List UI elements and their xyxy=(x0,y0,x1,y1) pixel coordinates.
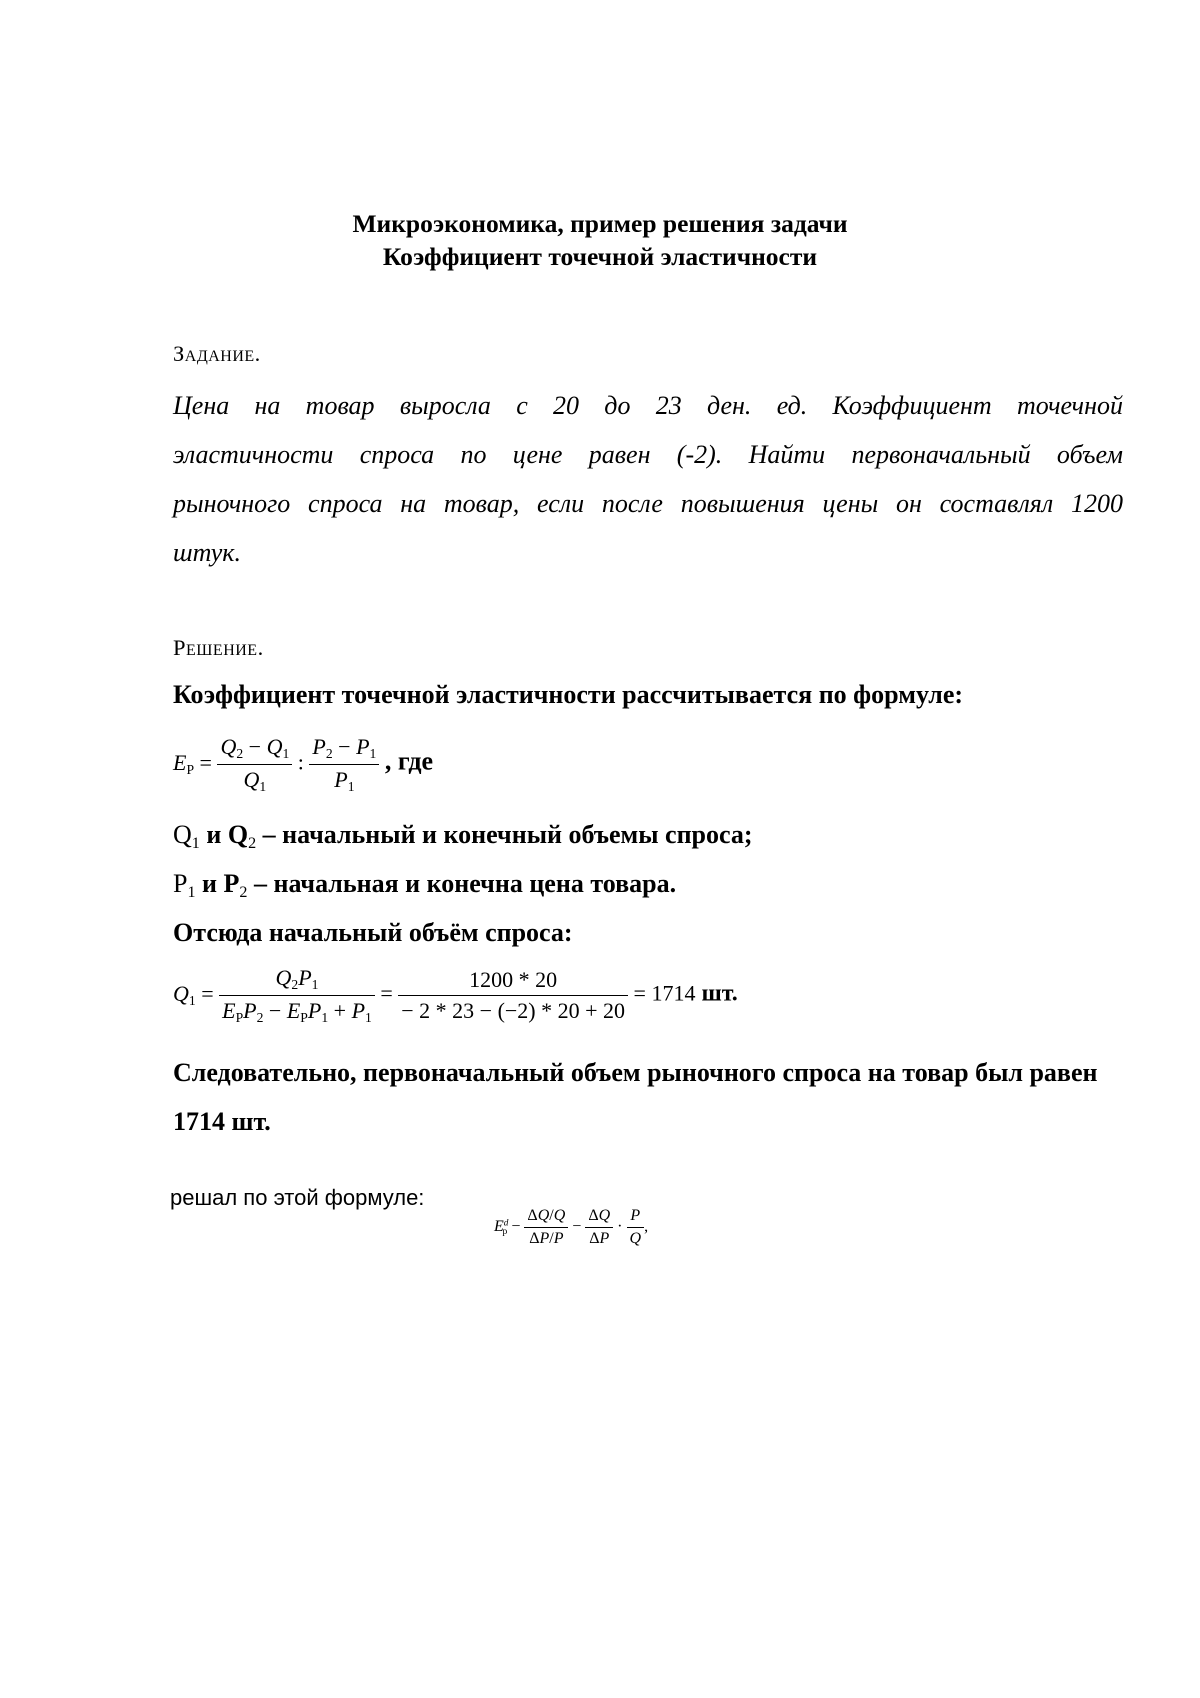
formula-q-fraction: $\frac{Q_2 - Q_1}{Q_1}$ xyxy=(217,734,292,795)
solution-heading xyxy=(173,635,264,661)
solution-intro: Коэффициент точечной эластичности рассчитывается по формуле: xyxy=(173,680,964,709)
formula-numeric-fraction: $\frac{1200 * 20}{- 2 * 23 - (-2) * 20 + 20}$ xyxy=(398,967,628,1024)
elasticity-delta-formula: $E^d_p$ − $\frac{\Delta Q/Q}{\Delta P/P}$ − $\frac{\Delta Q}{\Delta P}$ · $\frac{P}{Q}$ , xyxy=(494,1207,649,1247)
task-heading-text: Задание. xyxy=(173,341,261,366)
formula-lhs: $E_P$ = xyxy=(173,749,218,777)
task-paragraph: Цена на товар выросла с 20 до 23 ден. ед. Коэффициент точечной эластичности спроса по цене равен (-2). Найти первоначальный объем рыночного спроса на товар, если после повышения цены он составлял 1200 штук. xyxy=(173,391,1123,567)
task-heading xyxy=(173,341,261,367)
formula-p-fraction: $\frac{P_2 - P_1}{P_1}$ xyxy=(309,734,379,795)
solution-heading-text: Решение. xyxy=(173,635,264,660)
initial-demand-formula: $Q_1$ = $\frac{Q_2P_1}{E_PP_2 - E_PP_1 + P_1}$ = $\frac{1200 * 20}{- 2 * 23 - (-2) * 20 + 20}$ = 1714 шт. xyxy=(173,965,738,1026)
conclusion: Следовательно, первоначальный объем рыночного спроса на товар был равен 1714 шт. xyxy=(173,1058,1098,1136)
title-line-1: Микроэкономика, пример решения задачи xyxy=(352,209,848,238)
elasticity-formula: $E_P$ = $\frac{Q_2 - Q_1}{Q_1}$ : $\frac{P_2 - P_1}{P_1}$ , где xyxy=(173,734,434,795)
title-line-2: Коэффициент точечной эластичности xyxy=(382,242,818,271)
handwritten-note: решал по этой формуле: xyxy=(170,1185,425,1210)
formula-symbolic-fraction: $\frac{Q_2P_1}{E_PP_2 - E_PP_1 + P_1}$ xyxy=(219,965,375,1026)
formula-result: = 1714 xyxy=(633,980,696,1006)
formula-suffix: , где xyxy=(384,746,434,776)
definition-p: $P_1$ и $P_2$ – начальная и конечна цена товара. xyxy=(173,869,677,901)
formula-unit: шт. xyxy=(695,980,738,1007)
definition-q: $Q_1$ и $Q_2$ – начальный и конечный объемы спроса; xyxy=(173,820,753,852)
hence-line: Отсюда начальный объём спроса: xyxy=(173,918,573,947)
